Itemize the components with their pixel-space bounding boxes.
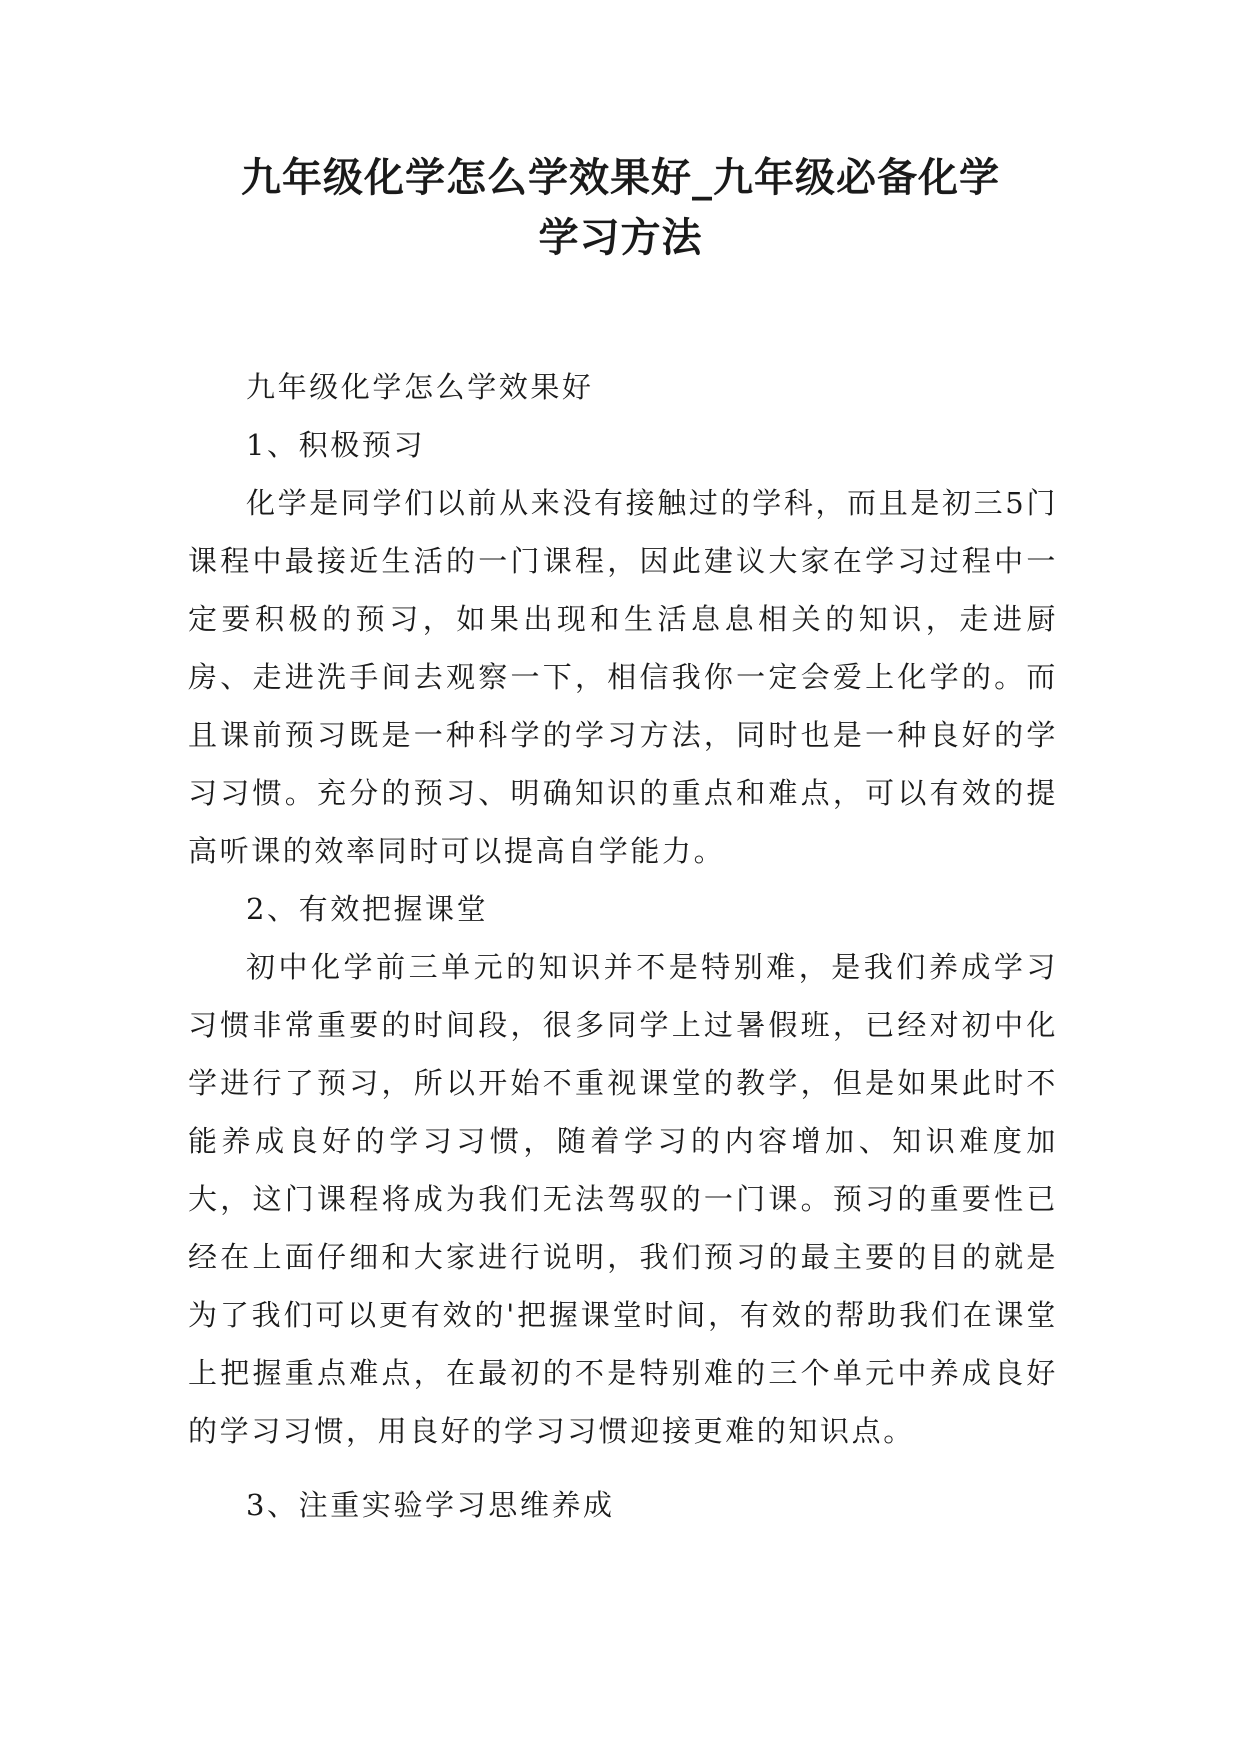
section-heading: 九年级化学怎么学效果好 [246,370,594,404]
subsection-heading-2: 2、有效把握课堂 [246,892,489,926]
subsection-heading-3: 3、注重实验学习思维养成 [246,1488,615,1522]
document-body [188,358,1058,1534]
title-line-2: 学习方法 [538,215,703,261]
title-line-1: 九年级化学怎么学效果好_九年级必备化学 [241,155,1000,201]
subsection-heading-1: 1、积极预习 [246,428,426,462]
document-title [150,148,1091,268]
paragraph-1: 化学是同学们以前从来没有接触过的学科，而且是初三5门课程中最接近生活的一门课程，因此建议大家在学习过程中一定要积极的预习，如果出现和生活息息相关的知识，走进厨房、走进洗手间去观察一下，相信我你一定会爱上化学的。而且课前预习既是一种科学的学习方法，同时也是一种良好的学习习惯。充分的预习、明确知识的重点和难点，可以有效的提高听课的效率同时可以提高自学能力。 [188,486,1058,868]
paragraph-2: 初中化学前三单元的知识并不是特别难，是我们养成学习习惯非常重要的时间段，很多同学上过暑假班，已经对初中化学进行了预习，所以开始不重视课堂的教学，但是如果此时不能养成良好的学习习惯，随着学习的内容增加、知识难度加大，这门课程将成为我们无法驾驭的一门课。预习的重要性已经在上面仔细和大家进行说明，我们预习的最主要的目的就是为了我们可以更有效的'把握课堂时间，有效的帮助我们在课堂上把握重点难点，在最初的不是特别难的三个单元中养成良好的学习习惯，用良好的学习习惯迎接更难的知识点。 [188,950,1058,1448]
